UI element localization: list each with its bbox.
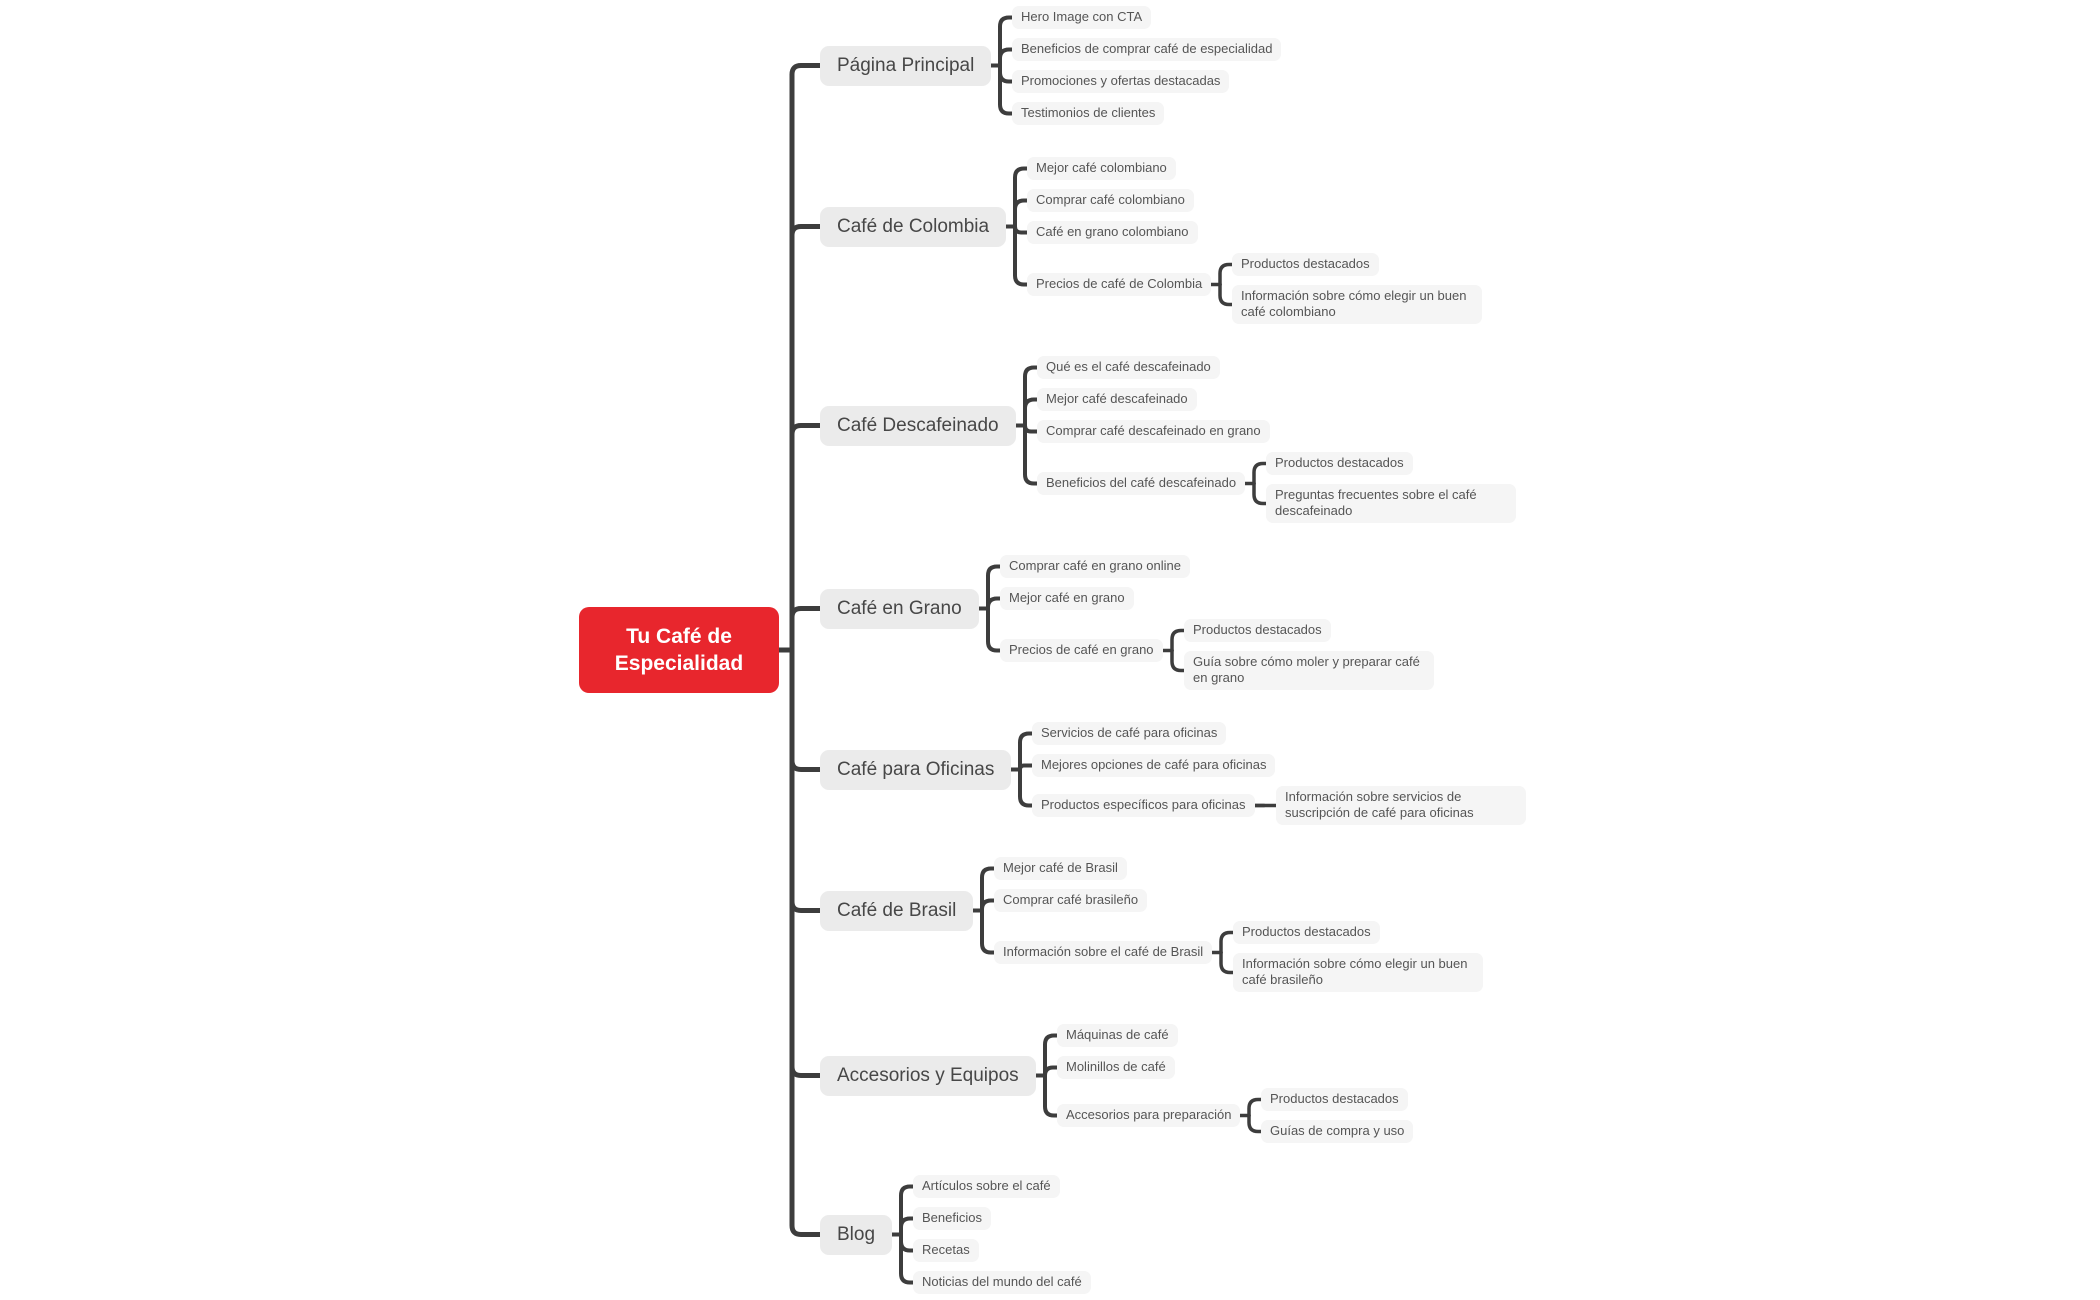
connector <box>792 650 823 911</box>
connector <box>792 227 823 651</box>
node-cafe-en-grano[interactable]: Café en Grano <box>820 589 979 629</box>
node-blog[interactable]: Blog <box>820 1215 892 1255</box>
node-cafe-de-brasil[interactable]: Café de Brasil <box>820 891 973 931</box>
node-que-es-el-cafe-descafeinado[interactable]: Qué es el café descafeinado <box>1037 356 1220 379</box>
node-productos-destacados[interactable]: Productos destacados <box>1232 253 1379 276</box>
root-node-tu-cafe-de-especialidad[interactable]: Tu Café de Especialidad <box>579 607 779 693</box>
connector <box>792 66 823 651</box>
connector <box>792 426 823 651</box>
node-mejor-cafe-de-brasil[interactable]: Mejor café de Brasil <box>994 857 1127 880</box>
node-mejor-cafe-descafeinado[interactable]: Mejor café descafeinado <box>1037 388 1197 411</box>
node-productos-destacados[interactable]: Productos destacados <box>1261 1088 1408 1111</box>
connector <box>792 650 823 1235</box>
node-recetas[interactable]: Recetas <box>913 1239 979 1262</box>
node-accesorios-para-preparacion[interactable]: Accesorios para preparación <box>1057 1104 1240 1127</box>
node-beneficios-del-cafe-descafeinado[interactable]: Beneficios del café descafeinado <box>1037 472 1245 495</box>
node-mejor-cafe-en-grano[interactable]: Mejor café en grano <box>1000 587 1134 610</box>
node-cafe-descafeinado[interactable]: Café Descafeinado <box>820 406 1016 446</box>
node-noticias-del-mundo-del-cafe[interactable]: Noticias del mundo del café <box>913 1271 1091 1294</box>
node-precios-de-cafe-en-grano[interactable]: Precios de café en grano <box>1000 639 1163 662</box>
node-informacion-sobre-servicios-de-suscripcion-de-cafe-para-oficinas[interactable]: Información sobre servicios de suscripción de café para oficinas <box>1276 786 1526 825</box>
node-informacion-sobre-como-elegir-un-buen-cafe-colombiano[interactable]: Información sobre cómo elegir un buen café colombiano <box>1232 285 1482 324</box>
node-informacion-sobre-el-cafe-de-brasil[interactable]: Información sobre el café de Brasil <box>994 941 1212 964</box>
node-maquinas-de-cafe[interactable]: Máquinas de café <box>1057 1024 1178 1047</box>
node-hero-image-con-cta[interactable]: Hero Image con CTA <box>1012 6 1151 29</box>
node-mejores-opciones-de-cafe-para-oficinas[interactable]: Mejores opciones de café para oficinas <box>1032 754 1275 777</box>
node-precios-de-cafe-de-colombia[interactable]: Precios de café de Colombia <box>1027 273 1211 296</box>
node-servicios-de-cafe-para-oficinas[interactable]: Servicios de café para oficinas <box>1032 722 1226 745</box>
connector <box>792 650 823 1076</box>
node-cafe-para-oficinas[interactable]: Café para Oficinas <box>820 750 1011 790</box>
node-guia-sobre-como-moler-y-preparar-cafe-en-grano[interactable]: Guía sobre cómo moler y preparar café en grano <box>1184 651 1434 690</box>
node-guias-de-compra-y-uso[interactable]: Guías de compra y uso <box>1261 1120 1413 1143</box>
node-informacion-sobre-como-elegir-un-buen-cafe-brasileno[interactable]: Información sobre cómo elegir un buen café brasileño <box>1233 953 1483 992</box>
connector <box>792 609 823 651</box>
node-comprar-cafe-colombiano[interactable]: Comprar café colombiano <box>1027 189 1194 212</box>
node-articulos-sobre-el-cafe[interactable]: Artículos sobre el café <box>913 1175 1060 1198</box>
node-productos-destacados[interactable]: Productos destacados <box>1266 452 1413 475</box>
node-pagina-principal[interactable]: Página Principal <box>820 46 991 86</box>
node-mejor-cafe-colombiano[interactable]: Mejor café colombiano <box>1027 157 1176 180</box>
node-comprar-cafe-brasileno[interactable]: Comprar café brasileño <box>994 889 1147 912</box>
node-preguntas-frecuentes-sobre-el-cafe-descafeinado[interactable]: Preguntas frecuentes sobre el café descafeinado <box>1266 484 1516 523</box>
node-cafe-en-grano-colombiano[interactable]: Café en grano colombiano <box>1027 221 1198 244</box>
node-productos-destacados[interactable]: Productos destacados <box>1184 619 1331 642</box>
node-productos-destacados[interactable]: Productos destacados <box>1233 921 1380 944</box>
node-cafe-de-colombia[interactable]: Café de Colombia <box>820 207 1006 247</box>
node-accesorios-y-equipos[interactable]: Accesorios y Equipos <box>820 1056 1036 1096</box>
node-productos-especificos-para-oficinas[interactable]: Productos específicos para oficinas <box>1032 794 1255 817</box>
connector <box>792 650 823 770</box>
node-testimonios-de-clientes[interactable]: Testimonios de clientes <box>1012 102 1164 125</box>
node-comprar-cafe-en-grano-online[interactable]: Comprar café en grano online <box>1000 555 1190 578</box>
node-comprar-cafe-descafeinado-en-grano[interactable]: Comprar café descafeinado en grano <box>1037 420 1270 443</box>
node-molinillos-de-cafe[interactable]: Molinillos de café <box>1057 1056 1175 1079</box>
node-beneficios[interactable]: Beneficios <box>913 1207 991 1230</box>
node-promociones-y-ofertas-destacadas[interactable]: Promociones y ofertas destacadas <box>1012 70 1229 93</box>
node-beneficios-de-comprar-cafe-de-especialidad[interactable]: Beneficios de comprar café de especialidad <box>1012 38 1281 61</box>
